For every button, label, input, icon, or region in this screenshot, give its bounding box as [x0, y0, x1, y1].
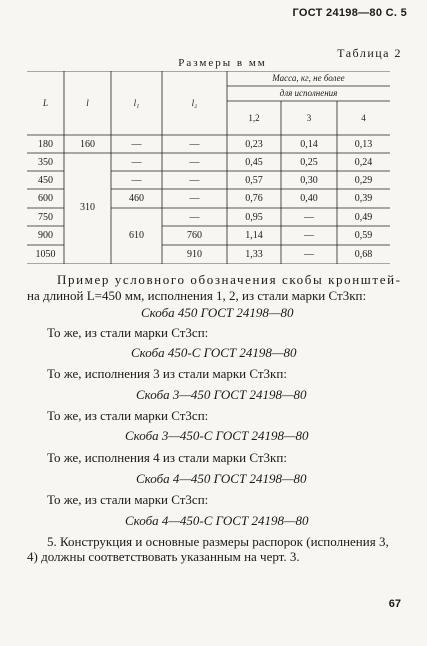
cell-mass-4: 0,39 — [354, 193, 373, 204]
cell-mass-4: 0,24 — [354, 157, 373, 168]
col-header-l1: l₁ — [133, 98, 140, 108]
cell-l2: — — [189, 157, 200, 168]
cell-l2: 910 — [187, 249, 202, 260]
cell-mass-4: 0,59 — [354, 230, 373, 241]
cell-l2: — — [189, 193, 200, 204]
cell-L: 750 — [38, 212, 53, 223]
note-3: То же, из стали марки Ст3сп: — [47, 408, 209, 423]
cell-l1: 610 — [129, 230, 144, 241]
cell-mass-12: 0,23 — [245, 139, 263, 150]
designation-4: Скоба 3—450-С ГОСТ 24198—80 — [125, 428, 309, 443]
cell-mass-12: 0,76 — [245, 193, 263, 204]
mass-header: Масса, кг, не более — [272, 73, 345, 83]
cell-l: 160 — [80, 139, 95, 150]
cell-l2: — — [189, 139, 200, 150]
note-4: То же, исполнения 4 из стали марки Ст3кп: — [47, 450, 287, 465]
exec-header: для исполнения — [279, 88, 338, 98]
designation-3: Скоба 3—450 ГОСТ 24198—80 — [136, 387, 307, 402]
cell-l1: — — [131, 175, 142, 186]
cell-mass-4: 0,13 — [354, 139, 373, 150]
col-header-l2: l₂ — [191, 98, 198, 108]
cell-mass-12: 1,14 — [245, 230, 263, 241]
cell-L: 900 — [38, 230, 53, 241]
example-intro-line1: Пример условного обозначения скобы кронштей- — [57, 272, 402, 287]
item-5-line2: 4) должны соответствовать указанным на черт. 3. — [27, 549, 300, 564]
cell-L: 180 — [38, 139, 53, 150]
cell-mass-4: 0,49 — [354, 212, 373, 223]
designation-2: Скоба 450-С ГОСТ 24198—80 — [131, 345, 297, 360]
table-units: Размеры в мм — [178, 57, 267, 69]
cell-mass-3: 0,25 — [300, 157, 318, 168]
cell-mass-3: — — [304, 249, 314, 260]
designation-1: Скоба 450 ГОСТ 24198—80 — [141, 305, 294, 320]
designation-5: Скоба 4—450 ГОСТ 24198—80 — [136, 471, 307, 486]
cell-l2: — — [189, 175, 200, 186]
note-5: То же, из стали марки Ст3сп: — [47, 492, 209, 507]
exec-col-12: 1,2 — [248, 113, 260, 123]
document-header: ГОСТ 24198—80 С. 5 — [292, 7, 407, 19]
dimensions-table — [27, 71, 390, 264]
example-intro-line2: на длиной L=450 мм, исполнения 1, 2, из стали марки Ст3кп: — [27, 288, 367, 303]
cell-mass-4: 0,29 — [354, 175, 373, 186]
cell-mass-3: — — [304, 230, 314, 241]
cell-L: 350 — [38, 157, 53, 168]
table-label: Таблица 2 — [337, 46, 402, 60]
cell-L: 1050 — [35, 249, 56, 260]
note-2: То же, исполнения 3 из стали марки Ст3кп: — [47, 366, 287, 381]
note-1: То же, из стали марки Ст3сп: — [47, 325, 209, 340]
cell-l: 310 — [80, 202, 95, 213]
page-number: 67 — [388, 598, 401, 610]
col-header-L: L — [42, 98, 48, 108]
cell-l1: 460 — [129, 193, 144, 204]
cell-l1: — — [131, 157, 142, 168]
exec-col-3: 3 — [306, 113, 312, 123]
cell-l2: — — [189, 212, 200, 223]
cell-mass-3: 0,40 — [300, 193, 318, 204]
item-5-line1: 5. Конструкция и основные размеры распорок (исполнения 3, — [47, 534, 389, 549]
col-header-l: l — [86, 98, 89, 108]
cell-mass-12: 0,95 — [245, 212, 263, 223]
cell-L: 450 — [38, 175, 53, 186]
cell-l1: — — [131, 139, 142, 150]
cell-l2: 760 — [187, 230, 202, 241]
cell-L: 600 — [38, 193, 53, 204]
cell-mass-4: 0,68 — [354, 249, 373, 260]
cell-mass-3: — — [304, 212, 314, 223]
cell-mass-12: 0,45 — [245, 157, 263, 168]
designation-6: Скоба 4—450-С ГОСТ 24198—80 — [125, 513, 309, 528]
cell-mass-12: 1,33 — [245, 249, 263, 260]
cell-mass-12: 0,57 — [245, 175, 263, 186]
exec-col-4: 4 — [361, 113, 366, 123]
cell-mass-3: 0,14 — [300, 139, 318, 150]
cell-mass-3: 0,30 — [300, 175, 318, 186]
